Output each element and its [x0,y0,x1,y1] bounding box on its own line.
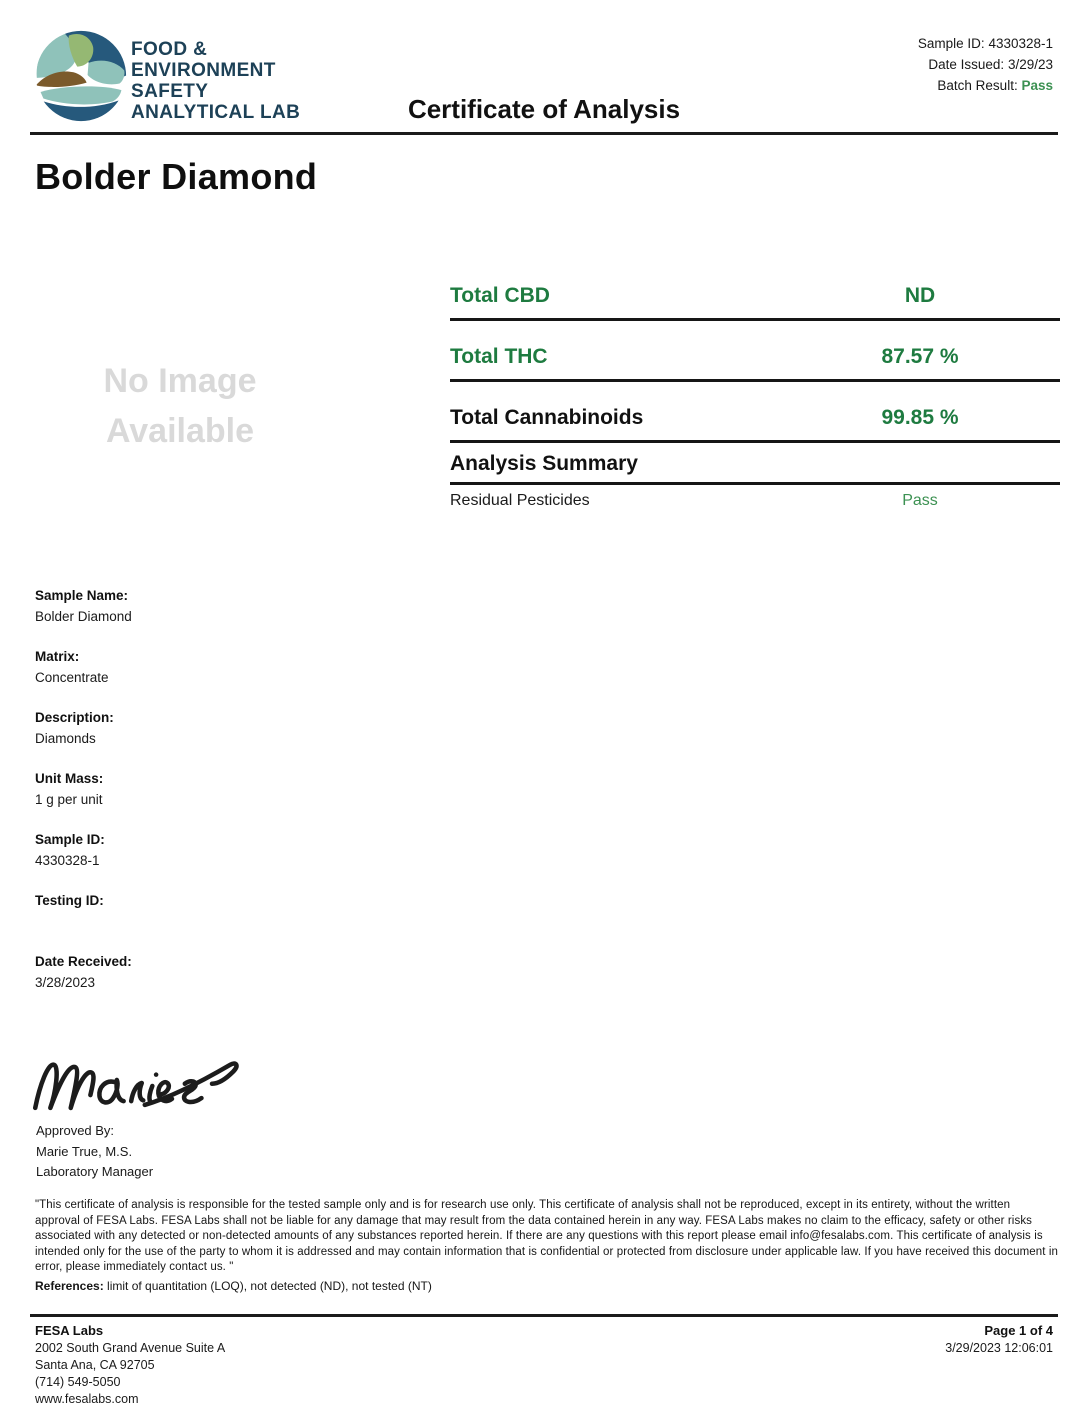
footer-website: www.fesalabs.com [35,1392,139,1406]
total-cannabinoids-value: 99.85 % [881,406,959,429]
detail-sample-name: Sample Name: Bolder Diamond [35,588,132,624]
table-row-total-cannabinoids [450,402,1060,443]
legal-disclaimer: "This certificate of analysis is responsible for the tested sample only and is for research use only. This certificate of analysis shall not be reproduced, except in its entirety, without the written approval of FESA Labs. FESA Labs shall not be liable for any damage that may result from the data contained herein in any way. FESA Labs makes no claim to the efficacy, safety or other risks associated with any detected or non-detected amounts of any substances reported herein. If there are any questions with this report please email info@fesalabs.com. This certificate of analysis is intended only for the use of the party to whom it is addressed and may contain information that is confidential or protected from disclosure under applicable law. If you have received this document in error, please immediately contact us. " [35,1199,1058,1273]
footer-page-number: Page 1 of 4 [984,1323,1053,1338]
analysis-summary-section [450,452,1060,510]
footer-print-datetime: 3/29/2023 12:06:01 [945,1341,1053,1355]
signature-image [26,1052,256,1120]
batch-result-pass-badge: Pass [1021,78,1053,93]
references-label: References: [35,1279,104,1293]
lab-name-line: ENVIRONMENT [131,60,276,81]
detail-testing-id: Testing ID: [35,893,104,908]
residual-pesticides-result: Pass [902,492,938,509]
analysis-summary-heading: Analysis Summary [450,452,1060,485]
cannabinoid-totals-table [450,280,1060,443]
approved-by-label: Approved By: [36,1123,115,1138]
lab-name-line: FOOD & [131,39,208,60]
sample-details-list [35,585,132,1012]
footer-lab-info [35,1321,225,1408]
footer-address-line1: 2002 South Grand Avenue Suite A [35,1341,226,1355]
total-thc-label: Total THC [450,345,548,368]
product-name-heading: Bolder Diamond [35,156,318,197]
detail-matrix: Matrix: Concentrate [35,649,109,685]
no-image-placeholder: No Image Available [103,362,257,450]
detail-unit-mass: Unit Mass: 1 g per unit [35,771,104,807]
detail-sample-id: Sample ID: 4330328-1 [35,832,105,868]
approval-block [36,1121,153,1183]
detail-date-received: Date Received: 3/28/2023 [35,954,132,990]
total-cannabinoids-label: Total Cannabinoids [450,406,644,429]
total-cbd-value: ND [904,284,936,307]
footer-divider [30,1314,1058,1317]
header-divider [30,132,1058,135]
table-row-residual-pesticides [450,485,1060,510]
header-date-issued: Date Issued: 3/29/23 [928,57,1053,72]
residual-pesticides-label: Residual Pesticides [450,492,590,509]
total-thc-value: 87.57 % [881,345,959,368]
header-sample-meta [918,33,1053,96]
footer-lab-name: FESA Labs [35,1323,104,1338]
table-row-total-thc [450,341,1060,382]
lab-name-line: ANALYTICAL LAB [131,102,301,123]
lab-name-line: SAFETY [131,81,209,102]
footer-phone: (714) 549-5050 [35,1375,121,1389]
header-sample-id: Sample ID: 4330328-1 [917,36,1053,51]
total-cbd-label: Total CBD [450,284,550,307]
approver-title: Laboratory Manager [36,1164,154,1179]
references-line [35,1279,432,1293]
references-text: limit of quantitation (LOQ), not detected (ND), not tested (NT) [103,1279,432,1293]
table-row-total-cbd [450,280,1060,321]
detail-description: Description: Diamonds [35,710,114,746]
approver-name: Marie True, M.S. [36,1143,133,1159]
header-batch-result: Batch Result: Pass [937,78,1053,93]
footer-address-line2: Santa Ana, CA 92705 [35,1358,155,1372]
footer-page-info [945,1321,1053,1357]
document-title: Certificate of Analysis [407,94,681,124]
